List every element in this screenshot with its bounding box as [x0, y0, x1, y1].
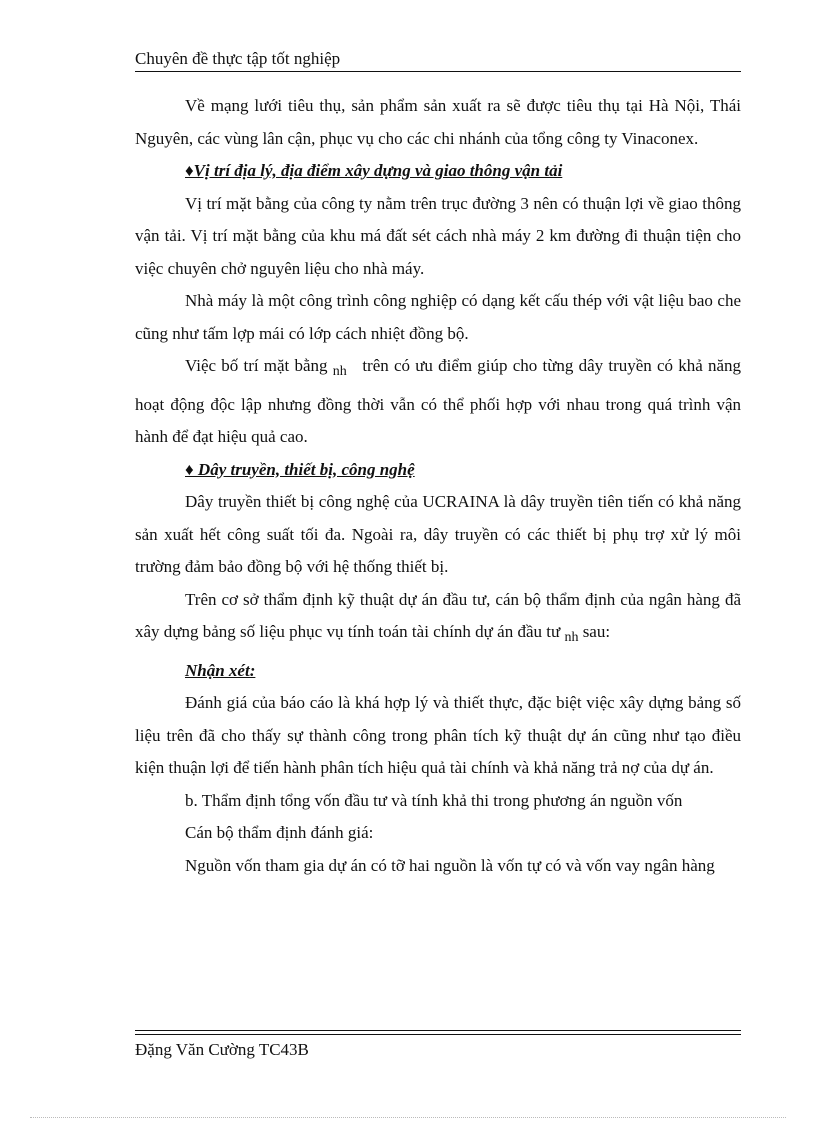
page-footer-author: Đặng Văn Cường TC43B — [135, 1040, 309, 1059]
section-heading: ♦ Dây truyền, thiết bị, công nghệ — [185, 459, 415, 479]
paragraph-text: trên có ưu điểm giúp cho từng dây truyền có khả năng hoạt động độc lập nhưng đồng thời vẫn có thể phối hợp với nhau trong quá trình vận hành để đạt hiệu quả cao. — [135, 356, 742, 446]
paragraph: Cán bộ thẩm định đánh giá: — [185, 823, 374, 842]
paragraph — [135, 584, 741, 655]
paragraph: Về mạng lưới tiêu thụ, sản phẩm sản xuất ra sẽ được tiêu thụ tại Hà Nội, Thái Nguyên, các vùng lân cận, phục vụ cho các chi nhánh của tổng công ty Vinaconex. — [135, 96, 741, 148]
section-heading: ♦Vị trí địa lý, địa điểm xây dựng và giao thông vận tải — [185, 161, 563, 180]
paragraph: Vị trí mặt bằng của công ty nằm trên trục đường 3 nên có thuận lợi về giao thông vận tải. Vị trí mặt bằng của khu má đất sét cách nhà máy 2 km đường đi thuận tiện cho việc chuyên chở nguyên liệu cho nhà máy. — [135, 193, 741, 278]
header-rule — [135, 71, 741, 72]
paragraph: Dây truyền thiết bị công nghệ của UCRAINA là dây truyền tiên tiến có khả năng sản xuất hết công suất tối đa. Ngoài ra, dây truyền có các thiết bị phụ trợ xử lý môi trường đảm bảo đồng bộ với hệ thống thiết bị. — [135, 492, 741, 576]
page-edge-divider — [30, 1117, 786, 1118]
subscript-text: nh — [332, 364, 347, 379]
footer-rule — [135, 1034, 741, 1035]
paragraph: b. Thẩm định tổng vốn đầu tư và tính khả thi trong phương án nguồn vốn — [185, 790, 683, 810]
paragraph-text: Việc bố trí mặt bằng — [185, 356, 328, 375]
subscript-text: nh — [564, 630, 579, 645]
paragraph: Nguồn vốn tham gia dự án có tỡ hai nguồn là vốn tự có và vốn vay ngân hàng — [185, 855, 715, 875]
document-body — [135, 90, 741, 882]
paragraph: Nhà máy là một công trình công nghiệp có dạng kết cấu thép với vật liệu bao che cũng như tấm lợp mái có lớp cách nhiệt đồng bộ. — [135, 291, 741, 343]
footer-rule — [135, 1030, 741, 1031]
paragraph-text: sau: — [582, 622, 611, 641]
paragraph — [135, 350, 741, 454]
paragraph: Đánh giá của báo cáo là khá hợp lý và thiết thực, đặc biệt việc xây dựng bảng số liệu trên đã cho thấy sự thành công trong phân tích kỹ thuật dự án cũng như tạo điều kiện thuận lợi để tiến hành phân tích hiệu quả tài chính và khả năng trả nợ của dự án. — [135, 693, 741, 777]
page-header-title: Chuyên đề thực tập tốt nghiệp — [135, 49, 341, 68]
paragraph-text: Trên cơ sở thẩm định kỹ thuật dự án đầu tư, cán bộ thẩm định của ngân hàng đã xây dựng bảng số liệu phục vụ tính toán tài chính dự án đầu tư — [135, 589, 741, 641]
remark-heading: Nhận xét: — [185, 660, 256, 680]
